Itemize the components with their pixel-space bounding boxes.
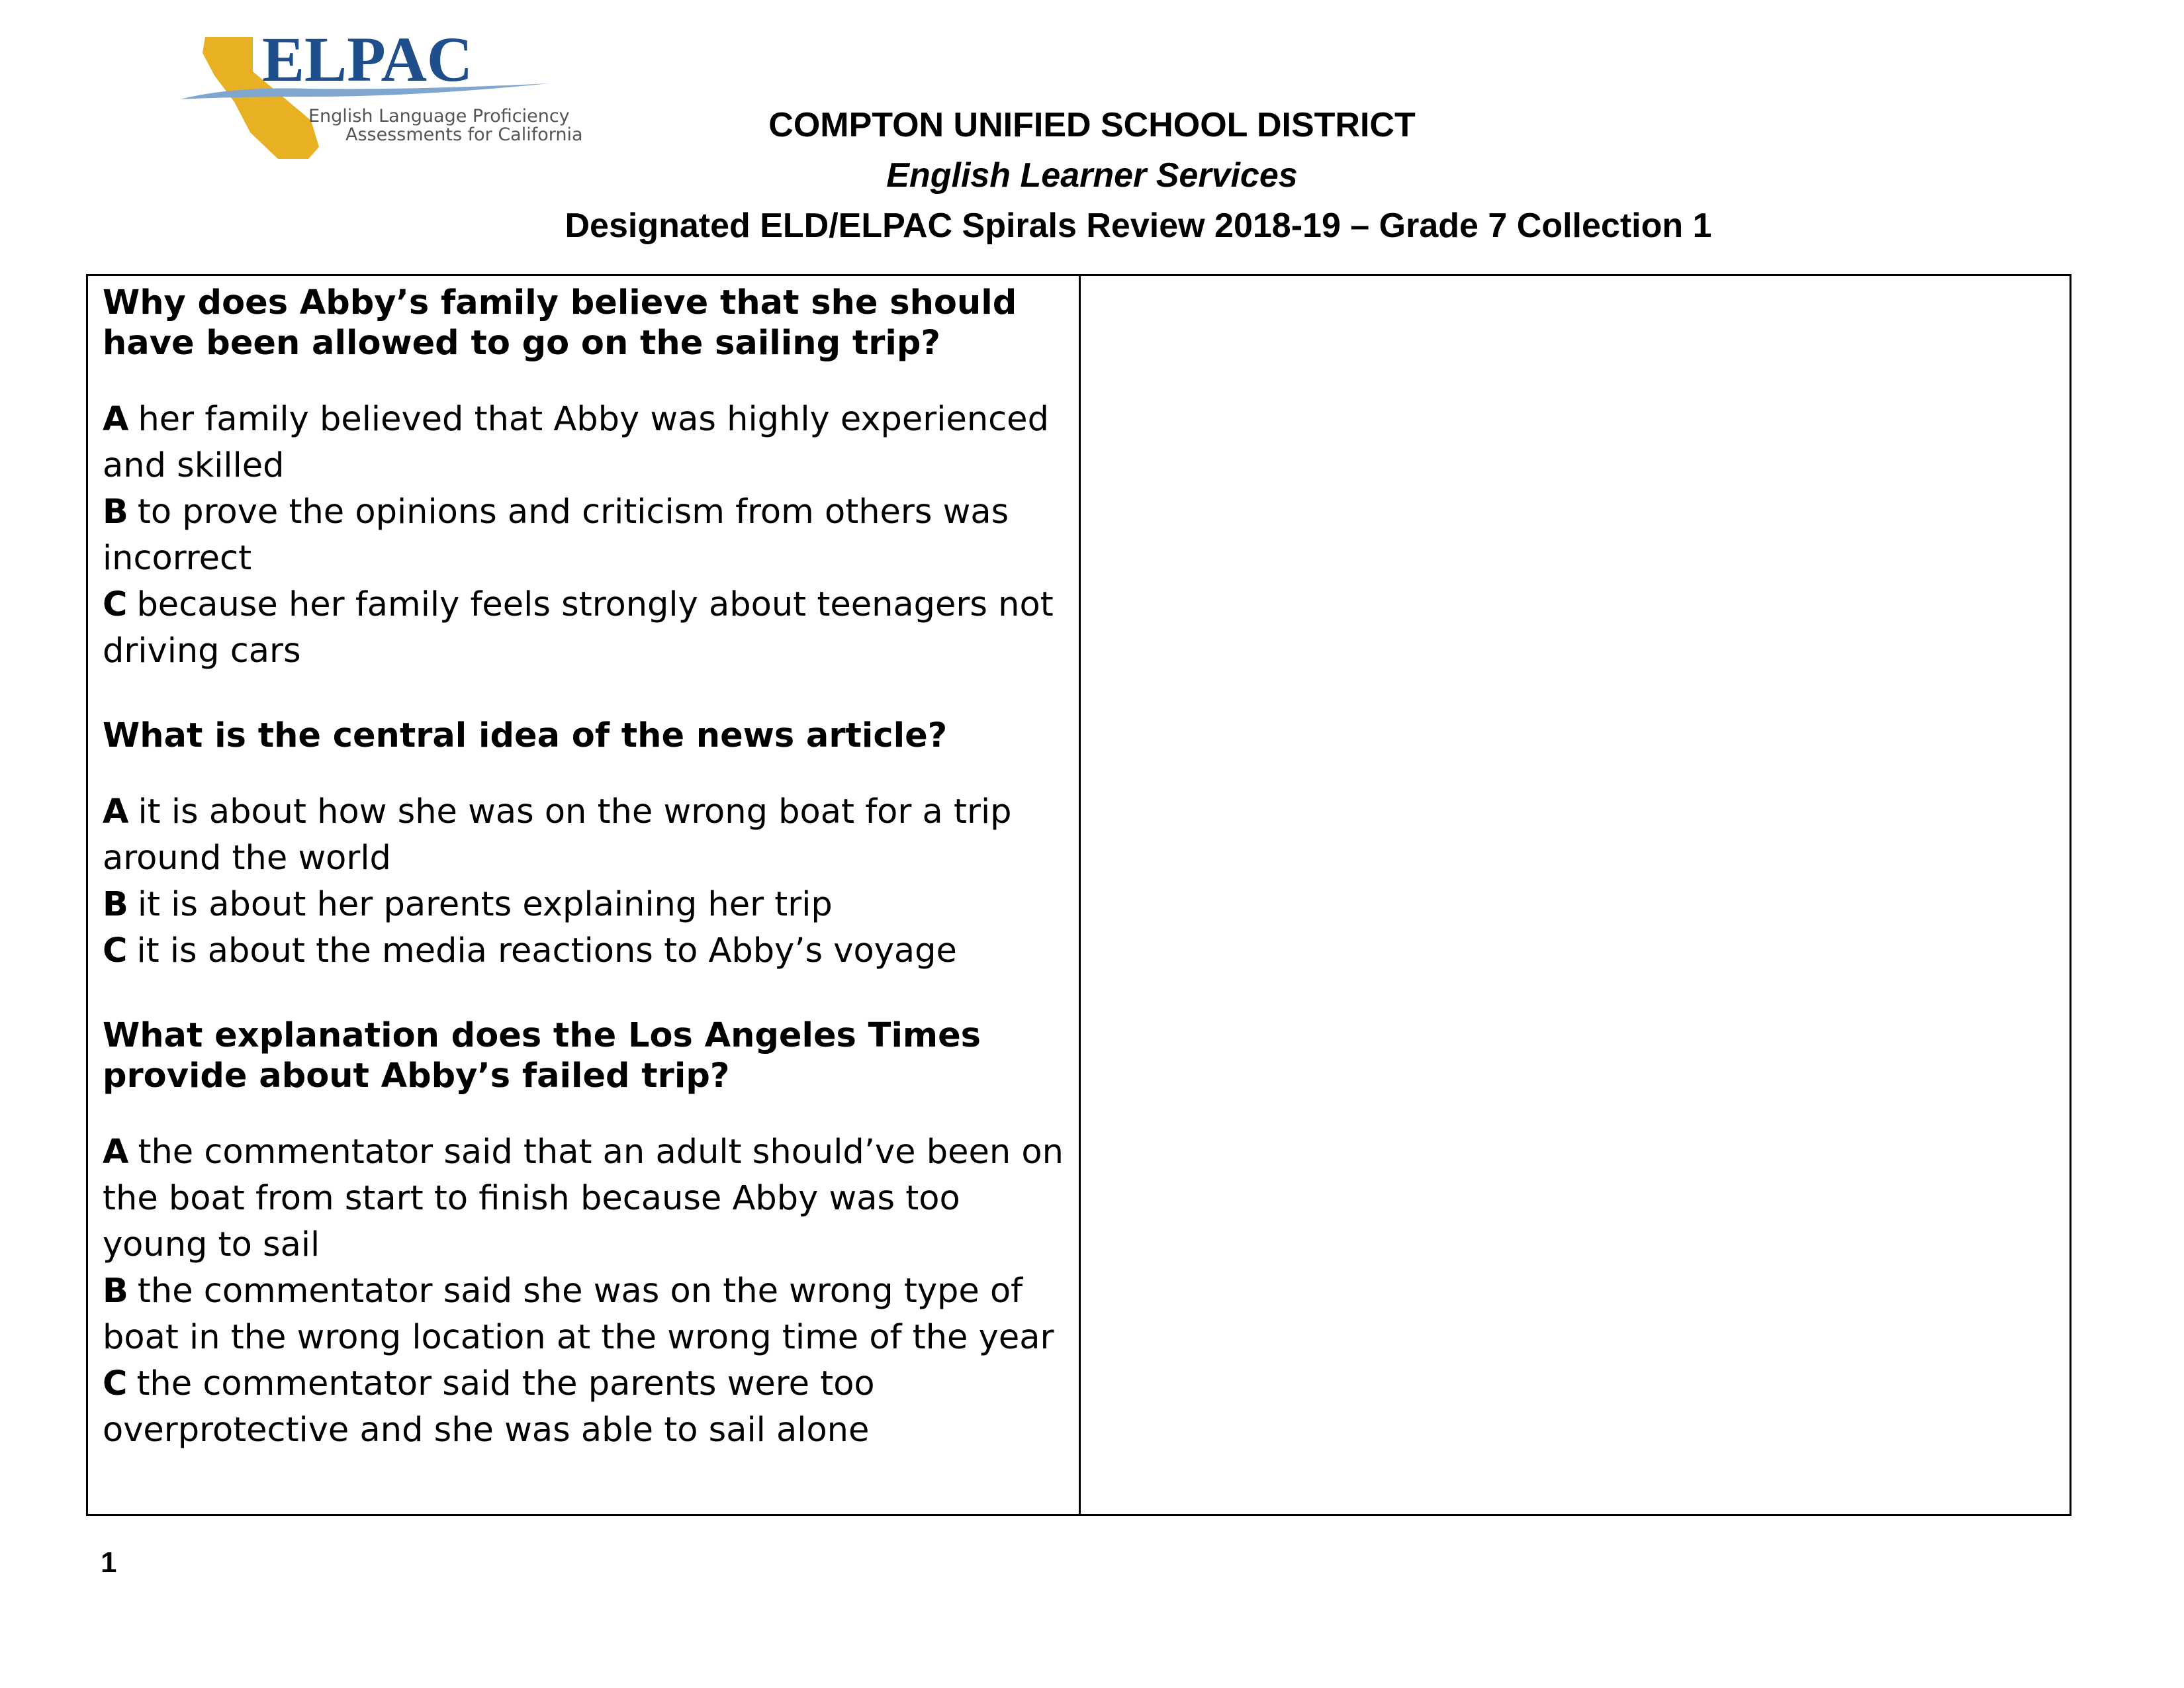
answer-letter: B	[103, 1272, 128, 1311]
answer-text: because her family feels strongly about teenagers not driving cars	[103, 585, 1054, 671]
answer-option	[103, 397, 1064, 489]
answer-letter: B	[103, 492, 128, 532]
answer-text: it is about her parents explaining her trip	[137, 885, 833, 924]
question-text: Why does Abby’s family believe that she should have been allowed to go on the sailing trip?	[103, 283, 1017, 363]
question-text: What is the central idea of the news article?	[103, 716, 948, 755]
answer-option	[103, 928, 1064, 974]
answer-text: the commentator said that an adult should’ve been on the boat from start to finish because Abby was too young to sail	[103, 1133, 1064, 1264]
answer-option	[103, 582, 1064, 675]
question-block	[103, 716, 1064, 974]
answer-list	[103, 789, 1064, 974]
answer-letter: A	[103, 1133, 129, 1172]
answer-text: it is about the media reactions to Abby’s voyage	[136, 931, 957, 970]
question-table	[86, 274, 2071, 1516]
review-title: Designated ELD/ELPAC Spirals Review 2018-19 – Grade 7 Collection 1	[565, 207, 1712, 245]
answer-option	[103, 1129, 1064, 1268]
answer-text: the commentator said she was on the wrong type of boat in the wrong location at the wrong time of the year	[103, 1272, 1054, 1357]
answer-letter: A	[103, 792, 129, 831]
services-subtitle: English Learner Services	[886, 156, 1298, 195]
answer-option	[103, 1361, 1064, 1454]
answer-text: it is about how she was on the wrong boat for a trip around the world	[103, 792, 1012, 878]
logo-tagline-line1: English Language Proficiency	[308, 106, 570, 126]
answer-letter: C	[103, 585, 128, 624]
answer-option	[103, 1268, 1064, 1361]
answer-option	[103, 489, 1064, 582]
answer-text: the commentator said the parents were too overprotective and she was able to sail alone	[103, 1364, 875, 1450]
answer-letter: C	[103, 1364, 128, 1403]
district-title: COMPTON UNIFIED SCHOOL DISTRICT	[768, 106, 1416, 144]
question-block	[103, 1015, 1064, 1454]
logo-wordmark: ELPAC	[262, 33, 473, 95]
blank-answer-column	[1081, 276, 2070, 1514]
answer-letter: A	[103, 400, 129, 439]
question-text: What explanation does the Los Angeles Times provide about Abby’s failed trip?	[103, 1016, 981, 1096]
questions-column	[88, 276, 1081, 1514]
logo-tagline-line2: Assessments for California	[345, 124, 583, 145]
question-block	[103, 283, 1064, 675]
answer-letter: B	[103, 885, 128, 924]
page-number: 1	[101, 1546, 117, 1579]
answer-letter: C	[103, 931, 128, 970]
answer-list	[103, 1129, 1064, 1454]
answer-text: to prove the opinions and criticism from others was incorrect	[103, 492, 1009, 578]
answer-list	[103, 397, 1064, 675]
answer-option	[103, 789, 1064, 882]
answer-text: her family believed that Abby was highly experienced and skilled	[103, 400, 1049, 485]
answer-option	[103, 882, 1064, 928]
